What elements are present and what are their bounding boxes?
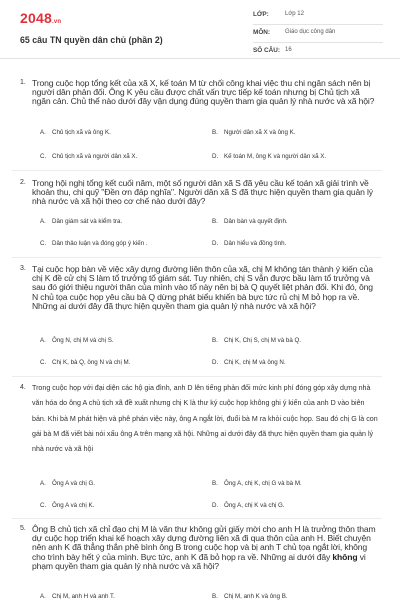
option-b[interactable]: B. Chị M, anh K và ông B. — [212, 593, 288, 600]
option-d[interactable]: D. Chị K, chị M và ông N. — [212, 359, 286, 366]
meta-value: 16 — [285, 47, 292, 53]
option-a[interactable]: A. Dân giám sát và kiểm tra. — [40, 218, 123, 225]
option-c[interactable]: C. Ông A và chị K. — [40, 502, 95, 509]
meta-grade — [253, 6, 383, 25]
option-c[interactable]: C. Dân thảo luận và đóng góp ý kiến . — [40, 240, 148, 247]
option-c[interactable]: C. Chị K, bà Q, ông N và chị M. — [40, 359, 131, 366]
option-b[interactable]: B. Chị K, Chị S, chị M và bà Q. — [212, 337, 302, 344]
option-d[interactable]: D. Ông A, chị K và chị G. — [212, 502, 285, 509]
meta-value: Giáo dục công dân — [285, 29, 336, 35]
option-b[interactable]: B. Dân bàn và quyết định. — [212, 218, 288, 225]
meta-label: MÔN: — [253, 29, 271, 36]
question-number: 4. — [20, 384, 26, 391]
meta-label: SỐ CÂU: — [253, 47, 280, 54]
option-a[interactable]: A. Ông A và chị G. — [40, 480, 95, 487]
question-text: Ông B chủ tịch xã chỉ đạo chị M là văn thư không gửi giấy mời cho anh H là trưởng thôn tham dự cuộc họp triển khai kế hoạch xây dựng đường liên xã đi qua thôn của anh H. Biết chuyện nên anh K đã thẳng thắn phê bình ông B trong cuộc họp và bị anh T chủ tọa ngắt lời, không cho trình bày hết ý của mình. Bực tức, anh K đã bỏ họp ra về. Những ai dưới đây không vi phạm quyền tham gia quản lý nhà nước và xã hội? — [32, 524, 376, 571]
question-text: Trong cuộc họp tổng kết của xã X, kế toán M từ chối công khai việc thu chi ngân sách nên bị người dân phản đối. Ông K yêu cầu được chất vấn trực tiếp kế toán nhưng bị Chủ tịch xã ngăn cản. Chủ thể nào dưới đây vận dụng đúng quyền tham gia quản lý nhà nước và xã hội? — [32, 78, 375, 107]
option-b[interactable]: B. Người dân xã X và ông K. — [212, 129, 296, 136]
meta-count — [253, 42, 383, 60]
option-c[interactable]: C. Chủ tịch xã và người dân xã X. — [40, 153, 138, 160]
option-a[interactable]: A. Ông N, chị M và chị S. — [40, 337, 114, 344]
site-logo[interactable]: 2048.vn — [20, 10, 62, 26]
option-d[interactable]: D. Dân hiểu và đồng tình. — [212, 240, 287, 247]
question-number: 1. — [20, 79, 26, 86]
meta-label: LỚP: — [253, 11, 269, 18]
question-number: 5. — [20, 525, 26, 532]
question-text: Trong hội nghị tổng kết cuối năm, một số người dân xã S đã yêu cầu kế toán xã giải trình về khoản thu, chi quỹ "Đền ơn đáp nghĩa". Người dân xã S đã thực hiện quyền tham gia quản lý nhà nước và xã hội theo cơ chế nào dưới đây? — [32, 178, 373, 207]
option-d[interactable]: D. Kế toán M, ông K và người dân xã X. — [212, 153, 327, 160]
divider — [12, 257, 382, 258]
emphasis-not: không — [332, 551, 358, 562]
meta-value: Lớp 12 — [285, 11, 304, 17]
question-number: 2. — [20, 179, 26, 186]
question-number: 3. — [20, 265, 26, 272]
page-header — [0, 0, 400, 59]
meta-subject — [253, 24, 383, 43]
option-b[interactable]: B. Ông A, chị K, chị G và bà M. — [212, 480, 302, 487]
document-title: 65 câu TN quyền dân chủ (phần 2) — [20, 35, 163, 45]
divider — [12, 170, 382, 171]
option-a[interactable]: A. Chị M, anh H và anh T. — [40, 593, 115, 600]
divider — [12, 518, 382, 519]
question-text: Trong cuộc họp với đại diện các hộ gia đình, anh D lên tiếng phản đối mức kinh phí đóng góp xây dựng nhà văn hóa do ông A chủ tịch xã đề xuất nhưng chị K là thư ký cuộc họp không ghi ý kiến của anh D vào biên bản. Khi bà M phát hiện và phê phán việc này, ông A ngắt lời, đuổi bà M ra khỏi cuộc họp. Sau đó chị G là con gái bà M đã viết bài nói xấu ông A trên mạng xã hội. Những ai dưới đây đã thực hiện quyền tham gia quản lý nhà nước và xã hội — [32, 384, 378, 454]
option-a[interactable]: A. Chủ tịch xã và ông K. — [40, 129, 111, 136]
divider — [12, 376, 382, 377]
question-text: Tại cuộc họp bàn về việc xây dựng đường liên thôn của xã, chị M không tán thành ý kiến của chị K đề cử chị S làm tổ trưởng tổ giám sát. Tuy nhiên, chị S vẫn được bầu làm tổ trưởng và sau đó giới thiệu người thân của mình vào tổ này nên bị bà Q quyết liệt phản đối. Khi đó, ông N chủ tọa cuộc họp yêu cầu bà Q dừng phát biểu khiến bà bực tức rủ chị M bỏ họp ra về. Những ai dưới đây đã thực hiện quyền tham gia quản lý nhà nước và xã hội? — [32, 264, 373, 311]
